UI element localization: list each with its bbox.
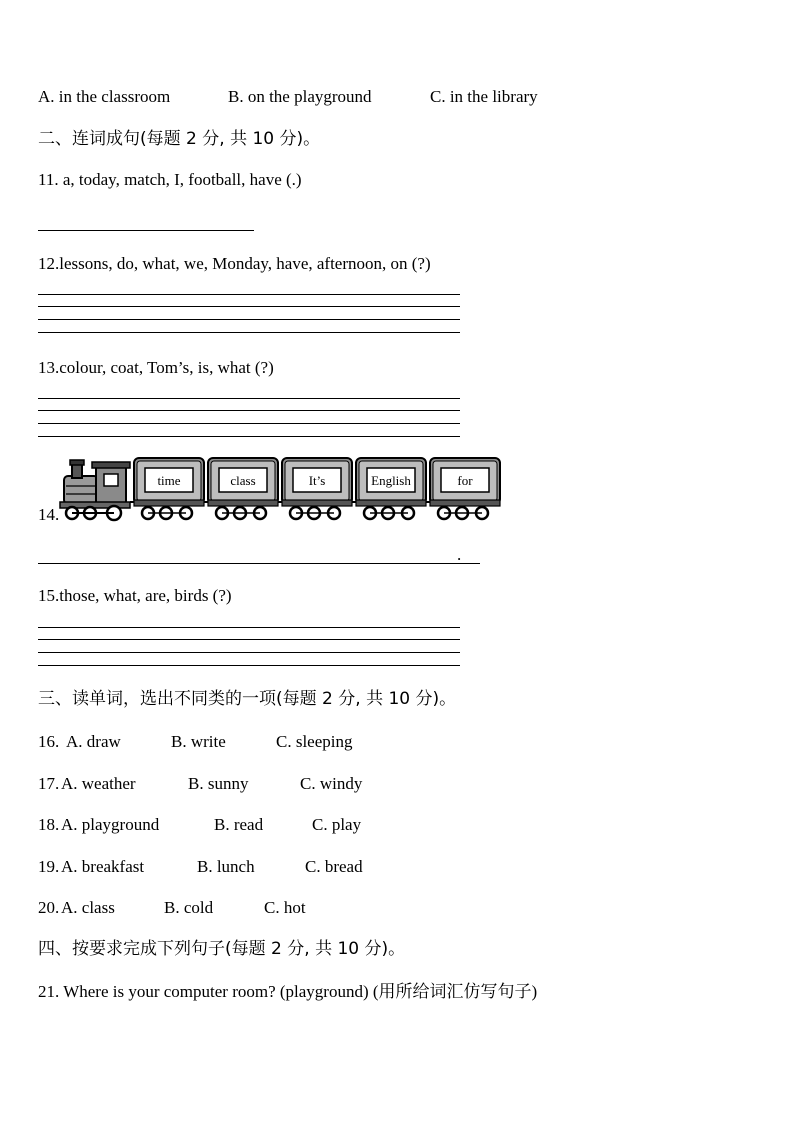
option-a: A. weather	[61, 774, 136, 793]
train-car	[356, 458, 430, 519]
train-car	[134, 458, 208, 519]
section3-heading: 三、读单词，选出不同类的一项(每题 2 分, 共 10 分)。	[38, 689, 457, 709]
section2-heading: 二、连词成句(每题 2 分, 共 10 分)。	[38, 129, 321, 149]
train-car-word: time	[157, 473, 181, 488]
question-15: 15.those, what, are, birds (?)	[38, 586, 232, 605]
train-car-word: It’s	[308, 473, 326, 488]
train-car-word: for	[457, 473, 473, 488]
option-b: B. read	[214, 815, 264, 834]
option-c: C. in the library	[430, 87, 538, 106]
answer-line-11[interactable]	[38, 230, 254, 231]
option-a: A. class	[61, 898, 115, 917]
train-car	[430, 458, 500, 519]
option-c: C. play	[312, 815, 362, 834]
question-13: 13.colour, coat, Tom’s, is, what (?)	[38, 358, 274, 377]
option-b: B. sunny	[188, 774, 249, 793]
option-b: B. cold	[164, 898, 214, 917]
train-car	[208, 458, 282, 519]
train-car-word: class	[230, 473, 256, 488]
option-c: C. bread	[305, 857, 363, 876]
option-c: C. windy	[300, 774, 363, 793]
question-11: 11. a, today, match, I, football, have (.)	[38, 170, 302, 189]
option-a: A. in the classroom	[38, 87, 171, 106]
locomotive-icon	[60, 460, 136, 520]
option-b: B. lunch	[197, 857, 255, 876]
answer-line-14[interactable]	[38, 563, 480, 564]
train-illustration	[58, 456, 504, 522]
option-c: C. sleeping	[276, 732, 353, 751]
option-a: A. playground	[61, 815, 160, 834]
question-14-number: 14.	[38, 505, 60, 524]
option-a: A. breakfast	[61, 857, 145, 876]
question-14-end-mark: .	[457, 545, 462, 564]
option-a: A. draw	[66, 732, 121, 751]
option-b: B. on the playground	[228, 87, 372, 106]
option-b: B. write	[171, 732, 226, 751]
question-12: 12.lessons, do, what, we, Monday, have, afternoon, on (?)	[38, 254, 431, 273]
section4-heading: 四、按要求完成下列句子(每题 2 分, 共 10 分)。	[38, 939, 406, 959]
train-car	[282, 458, 356, 519]
option-c: C. hot	[264, 898, 306, 917]
train-car-word: English	[371, 473, 411, 488]
question-21: 21. Where is your computer room? (playground) (用所给词汇仿写句子)	[38, 982, 538, 1001]
